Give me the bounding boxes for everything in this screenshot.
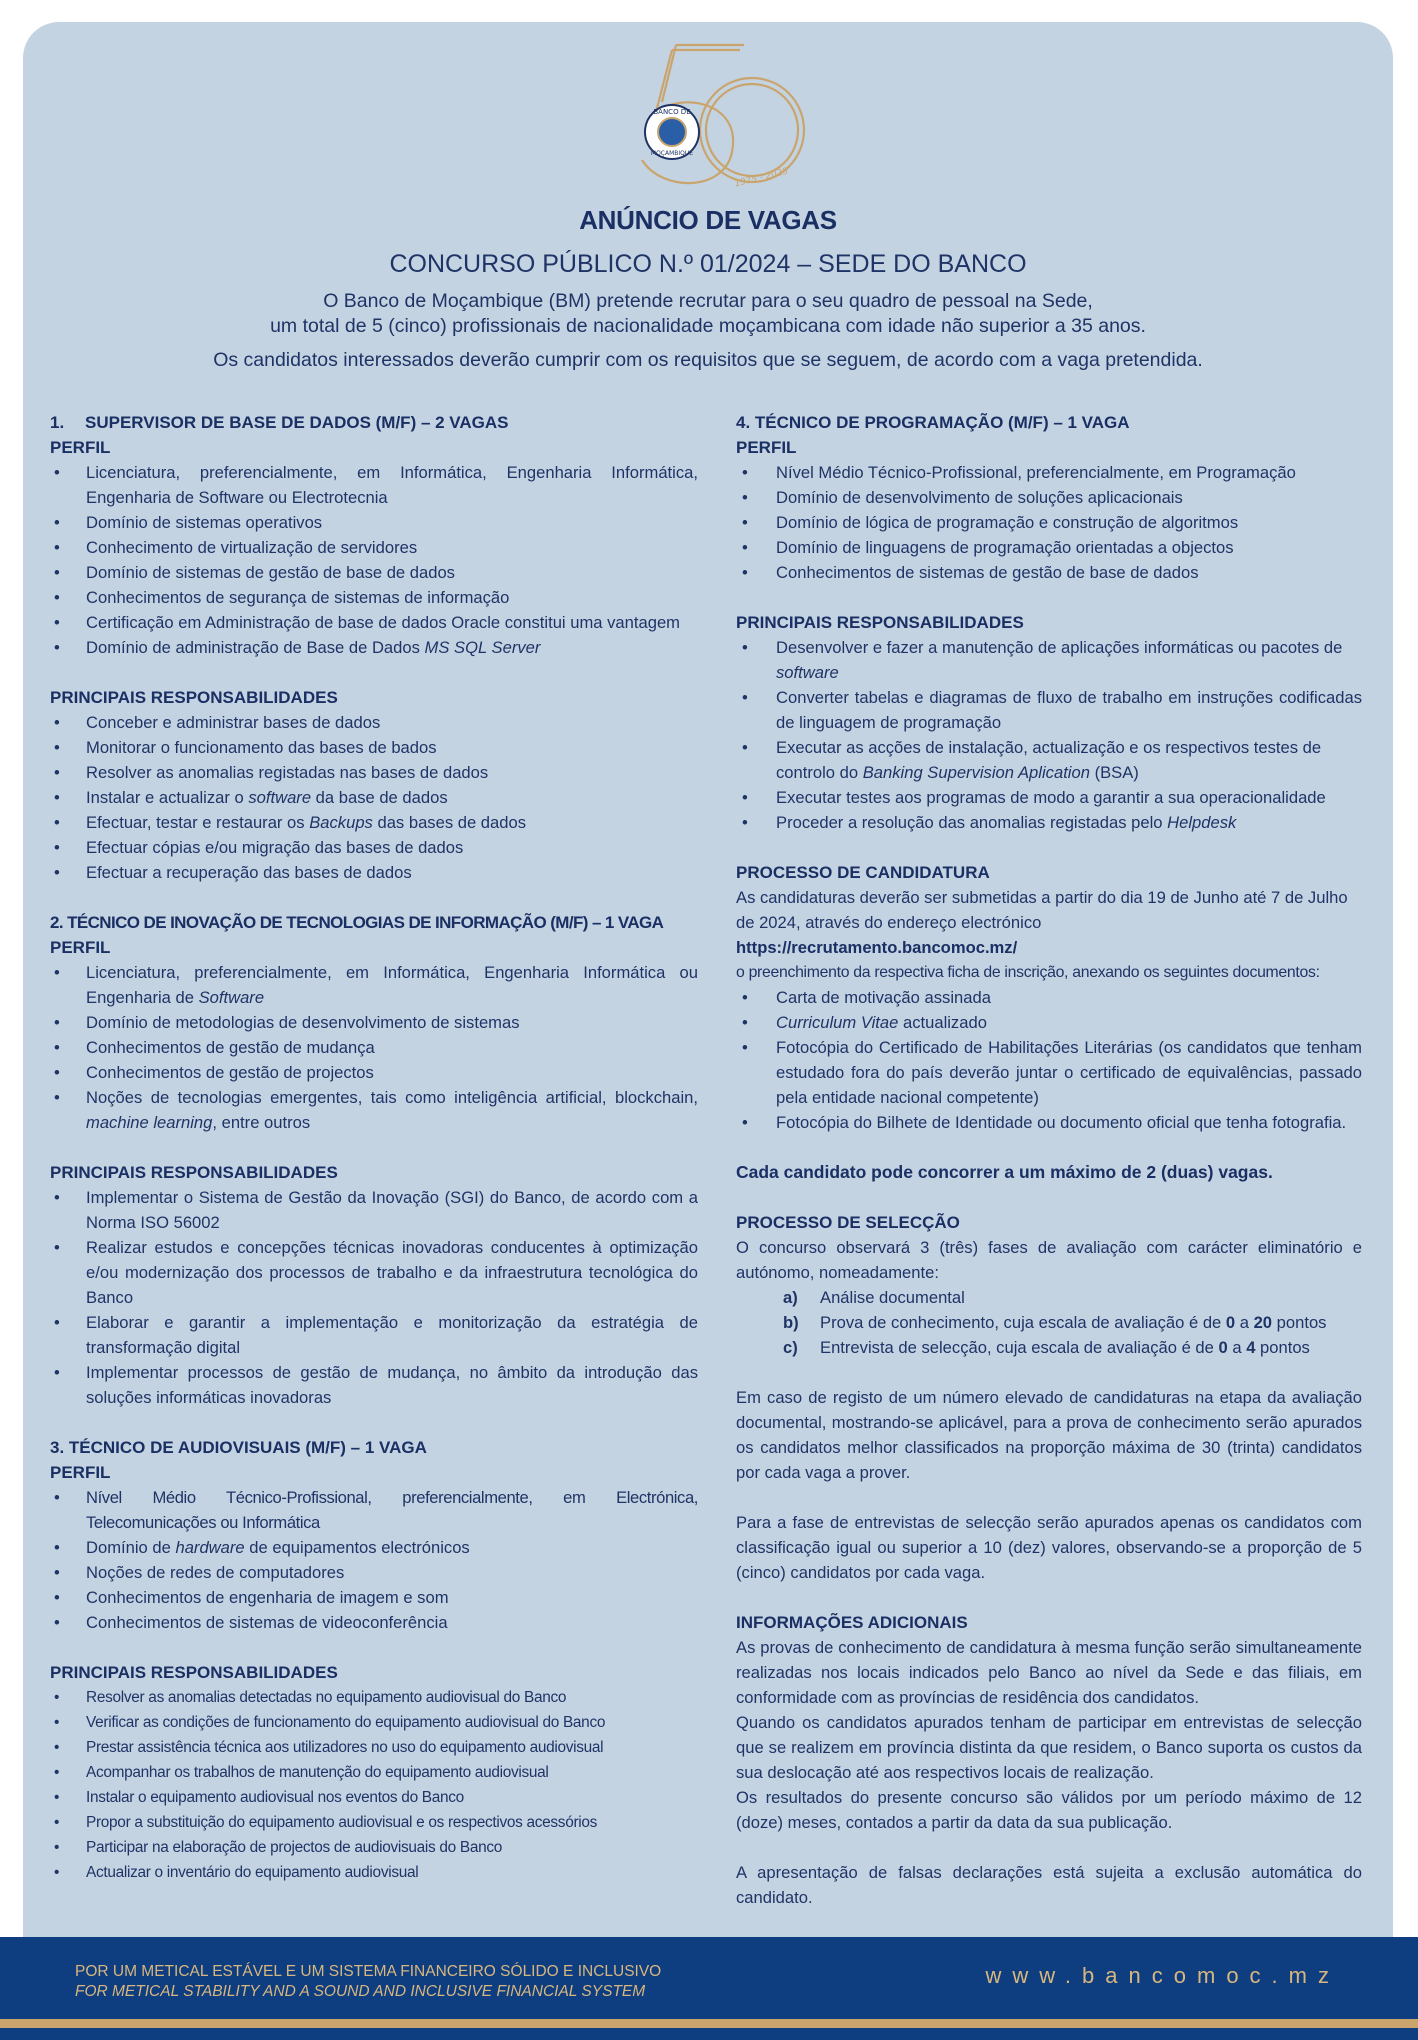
intro-line-2: um total de 5 (cinco) profissionais de nacionalidade moçambicana com idade não superior a 35 anos. — [270, 315, 1146, 337]
info-paragraph-1: As provas de conhecimento de candidatura à mesma função serão simultaneamente realizadas nos locais indicados pelo Banco ao nível da Sede e das filiais, em conformidade com as províncias de residência dos candidatos. — [736, 1638, 1362, 1707]
list-item: • Implementar processos de gestão de mudança, no âmbito da introdução das soluções informáticas inovadoras — [50, 1360, 698, 1410]
list-item: • Instalar e actualizar o software da base de dados — [50, 785, 698, 810]
list-item: • Efectuar a recuperação das bases de dados — [50, 860, 698, 885]
list-item: • Converter tabelas e diagramas de fluxo de trabalho em instruções codificadas de linguagem de programação — [736, 685, 1362, 735]
intro-line-1: O Banco de Moçambique (BM) pretende recrutar para o seu quadro de pessoal na Sede, — [323, 290, 1093, 312]
list-item: • Conceber e administrar bases de dados — [50, 710, 698, 735]
list-item: • Domínio de hardware de equipamentos electrónicos — [50, 1535, 698, 1560]
list-item: • Domínio de desenvolvimento de soluções aplicacionais — [736, 485, 1362, 510]
list-item: • Noções de redes de computadores — [50, 1560, 698, 1585]
candidatura-text: As candidaturas deverão ser submetidas a partir do dia 19 de Junho até 7 de Julho de 2024, através do endereço electrónico — [736, 888, 1348, 932]
list-item: • Efectuar, testar e restaurar os Backups das bases de dados — [50, 810, 698, 835]
footer-slogan — [75, 1962, 661, 2002]
footer-bar — [0, 1937, 1418, 2019]
list-item: • Domínio de sistemas operativos — [50, 510, 698, 535]
list-item: • Noções de tecnologias emergentes, tais como inteligência artificial, blockchain, machine learning, entre outros — [50, 1085, 698, 1135]
list-item: • Domínio de sistemas de gestão de base de dados — [50, 560, 698, 585]
job2-perfil-list — [50, 960, 698, 1135]
list-item: • Conhecimento de virtualização de servidores — [50, 535, 698, 560]
footer-gold-stripe — [0, 2019, 1418, 2028]
logo-text-bottom: MOÇAMBIQUE — [650, 150, 694, 157]
list-item: • Nível Médio Técnico-Profissional, preferencialmente, em Programação — [736, 460, 1362, 485]
list-item: • Implementar o Sistema de Gestão da Inovação (SGI) do Banco, de acordo com a Norma ISO 56002 — [50, 1185, 698, 1235]
list-item: • Conhecimentos de engenharia de imagem e som — [50, 1585, 698, 1610]
job1-perfil-label: PERFIL — [50, 438, 111, 457]
logo-years: 1975 - 2025 — [733, 166, 790, 190]
requirements-note: Os candidatos interessados deverão cumprir com os requisitos que se seguem, de acordo com a vaga pretendida. — [213, 349, 1203, 371]
list-item: • Acompanhar os trabalhos de manutenção do equipamento audiovisual — [50, 1760, 698, 1785]
job3-perfil-list — [50, 1485, 698, 1635]
job1-resp-list — [50, 710, 698, 885]
left-column — [50, 410, 698, 1885]
list-item: • Domínio de metodologias de desenvolvimento de sistemas — [50, 1010, 698, 1035]
list-item: • Realizar estudos e concepções técnicas inovadoras conducentes à optimização e/ou modernização dos processos de trabalho e da infraestrutura tecnológica do Banco — [50, 1235, 698, 1310]
seleccao-label: PROCESSO DE SELECÇÃO — [736, 1213, 960, 1232]
job4-perfil-list — [736, 460, 1362, 585]
slogan-en: FOR METICAL STABILITY AND A SOUND AND INCLUSIVE FINANCIAL SYSTEM — [75, 1983, 646, 2000]
list-item: • Executar testes aos programas de modo a garantir a sua operacionalidade — [736, 785, 1362, 810]
job4-resp-list — [736, 635, 1362, 835]
application-link[interactable]: https://recrutamento.bancomoc.mz/ — [736, 938, 1018, 957]
job1-resp-label: PRINCIPAIS RESPONSABILIDADES — [50, 688, 338, 707]
candidatura-label: PROCESSO DE CANDIDATURA — [736, 863, 990, 882]
job2-resp-list — [50, 1185, 698, 1410]
list-item: • Verificar as condições de funcionamento do equipamento audiovisual do Banco — [50, 1710, 698, 1735]
job1-perfil-list — [50, 460, 698, 660]
info-paragraph-3: Os resultados do presente concurso são válidos por um período máximo de 12 (doze) meses, contados a partir da data da sua publicação. — [736, 1788, 1362, 1832]
list-item: • Elaborar e garantir a implementação e monitorização da estratégia de transformação digital — [50, 1310, 698, 1360]
job3-perfil-label: PERFIL — [50, 1463, 111, 1482]
bank-50-years-logo — [612, 42, 806, 192]
logo-text-top: BANCO DE — [653, 108, 691, 116]
selection-phases — [736, 1285, 1362, 1360]
list-item: • Licenciatura, preferencialmente, em Informática, Engenharia Informática, Engenharia de Software ou Electrotecnia — [50, 460, 698, 510]
job2-resp-label: PRINCIPAIS RESPONSABILIDADES — [50, 1163, 338, 1182]
page-subtitle: CONCURSO PÚBLICO N.º 01/2024 – SEDE DO BANCO — [389, 250, 1027, 278]
intro-text — [23, 289, 1393, 339]
list-item: a) Análise documental — [783, 1288, 965, 1307]
list-item: • Licenciatura, preferencialmente, em Informática, Engenharia Informática ou Engenharia de Software — [50, 960, 698, 1010]
list-item: • Domínio de administração de Base de Dados MS SQL Server — [50, 635, 698, 660]
list-item: • Actualizar o inventário do equipamento audiovisual — [50, 1860, 698, 1885]
list-item: • Conhecimentos de gestão de mudança — [50, 1035, 698, 1060]
seleccao-paragraph-1: Em caso de registo de um número elevado de candidaturas na etapa da avaliação documental, mostrando-se aplicável, para a prova de conhecimento serão apurados os candidatos melhor classificados na proporção máxima de 30 (trinta) candidatos por cada vaga a prover. — [736, 1388, 1362, 1482]
announcement-header — [23, 205, 1393, 372]
list-item: • Conhecimentos de sistemas de gestão de base de dados — [736, 560, 1362, 585]
list-item: • Proceder a resolução das anomalias registadas pelo Helpdesk — [736, 810, 1362, 835]
list-item: • Nível Médio Técnico-Profissional, preferencialmente, em Electrónica, Telecomunicações ou Informática — [50, 1485, 698, 1535]
list-item: • Participar na elaboração de projectos de audiovisuais do Banco — [50, 1835, 698, 1860]
list-item: • Conhecimentos de sistemas de videoconferência — [50, 1610, 698, 1635]
slogan-pt: POR UM METICAL ESTÁVEL E UM SISTEMA FINANCEIRO SÓLIDO E INCLUSIVO — [75, 1963, 662, 1980]
job3-title: 3. TÉCNICO DE AUDIOVISUAIS (M/F) – 1 VAGA — [50, 1438, 427, 1457]
info-label: INFORMAÇÕES ADICIONAIS — [736, 1613, 968, 1632]
job3-resp-list — [50, 1685, 698, 1885]
seleccao-paragraph-2: Para a fase de entrevistas de selecção serão apurados apenas os candidatos com classificação igual ou superior a 10 (dez) valores, observando-se a proporção de 5 (cinco) candidatos por cada vaga. — [736, 1513, 1362, 1582]
list-item: • Domínio de linguagens de programação orientadas a objectos — [736, 535, 1362, 560]
list-item: b) Prova de conhecimento, cuja escala de avaliação é de 0 a 20 pontos — [783, 1313, 1327, 1332]
list-item: • Monitorar o funcionamento das bases de bados — [50, 735, 698, 760]
list-item: • Propor a substituição do equipamento audiovisual e os respectivos acessórios — [50, 1810, 698, 1835]
max-vacancies-note: Cada candidato pode concorrer a um máximo de 2 (duas) vagas. — [736, 1162, 1273, 1182]
info-paragraph-2: Quando os candidatos apurados tenham de participar em entrevistas de selecção que se realizem em província distinta da que residem, o Banco suporta os custos da sua deslocação até aos respectivos locais de realização. — [736, 1713, 1362, 1782]
list-item: • Resolver as anomalias registadas nas bases de dados — [50, 760, 698, 785]
list-item: • Instalar o equipamento audiovisual nos eventos do Banco — [50, 1785, 698, 1810]
right-column — [736, 410, 1362, 1910]
list-item: • Fotocópia do Certificado de Habilitações Literárias (os candidatos que tenham estudado fora do país deverão juntar o certificado de equivalências, passado pela entidade nacional competente) — [736, 1035, 1362, 1110]
list-item: • Curriculum Vitae actualizado — [736, 1010, 1362, 1035]
list-item: • Conhecimentos de gestão de projectos — [50, 1060, 698, 1085]
job1-title: 1. SUPERVISOR DE BASE DE DADOS (M/F) – 2 VAGAS — [50, 413, 509, 432]
list-item: • Conhecimentos de segurança de sistemas de informação — [50, 585, 698, 610]
list-item: c) Entrevista de selecção, cuja escala de avaliação é de 0 a 4 pontos — [783, 1338, 1310, 1357]
list-item: • Desenvolver e fazer a manutenção de aplicações informáticas ou pacotes de software — [736, 635, 1362, 685]
job4-resp-label: PRINCIPAIS RESPONSABILIDADES — [736, 613, 1024, 632]
list-item: • Domínio de lógica de programação e construção de algoritmos — [736, 510, 1362, 535]
job4-perfil-label: PERFIL — [736, 438, 797, 457]
list-item: • Executar as acções de instalação, actualização e os respectivos testes de controlo do Banking Supervision Aplication (BSA) — [736, 735, 1362, 785]
footer-bottom-stripe — [0, 2028, 1418, 2040]
info-paragraph-4: A apresentação de falsas declarações está sujeita a exclusão automática do candidato. — [736, 1863, 1362, 1907]
list-item: • Certificação em Administração de base de dados Oracle constitui uma vantagem — [50, 610, 698, 635]
job4-title: 4. TÉCNICO DE PROGRAMAÇÃO (M/F) – 1 VAGA — [736, 413, 1130, 432]
website-link[interactable]: www.bancomoc.mz — [985, 1963, 1340, 1988]
job2-perfil-label: PERFIL — [50, 938, 111, 957]
documents-intro: o preenchimento da respectiva ficha de inscrição, anexando os seguintes documentos: — [736, 964, 1320, 981]
list-item: • Fotocópia do Bilhete de Identidade ou documento oficial que tenha fotografia. — [736, 1110, 1362, 1135]
list-item: • Prestar assistência técnica aos utilizadores no uso do equipamento audiovisual — [50, 1735, 698, 1760]
job2-title: 2. TÉCNICO DE INOVAÇÃO DE TECNOLOGIAS DE INFORMAÇÃO (M/F) – 1 VAGA — [50, 913, 664, 932]
page-title: ANÚNCIO DE VAGAS — [579, 205, 837, 235]
job3-resp-label: PRINCIPAIS RESPONSABILIDADES — [50, 1663, 338, 1682]
list-item: • Resolver as anomalias detectadas no equipamento audiovisual do Banco — [50, 1685, 698, 1710]
list-item: • Carta de motivação assinada — [736, 985, 1362, 1010]
documents-list — [736, 985, 1362, 1135]
seleccao-intro: O concurso observará 3 (três) fases de avaliação com carácter eliminatório e autónomo, nomeadamente: — [736, 1238, 1362, 1282]
list-item: • Efectuar cópias e/ou migração das bases de dados — [50, 835, 698, 860]
